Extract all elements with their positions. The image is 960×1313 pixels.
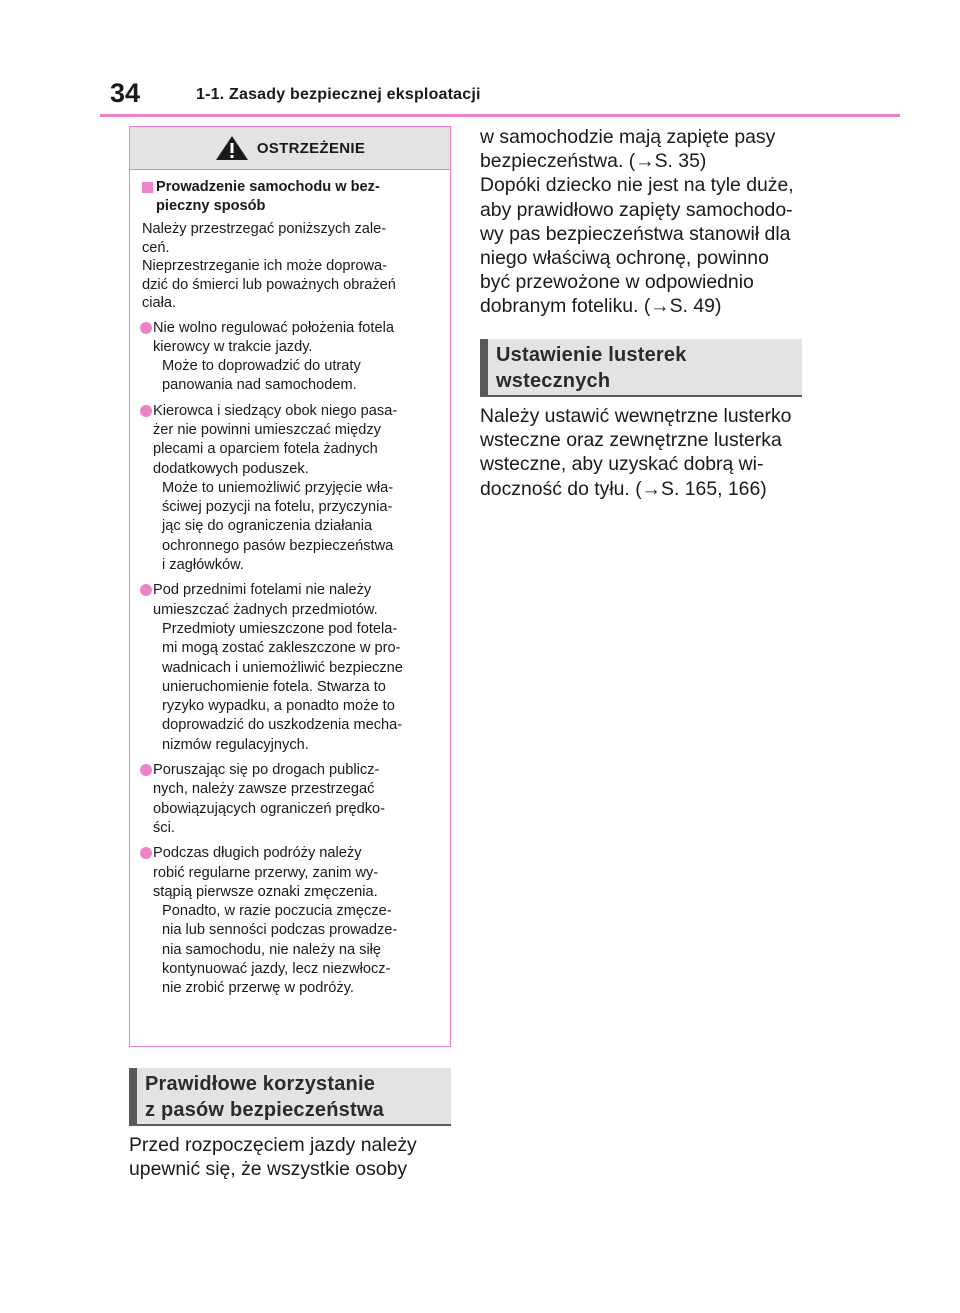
paragraph-line: wy pas bezpieczeństwa stanowił dla <box>480 222 791 245</box>
heading-line: z pasów bezpieczeństwa <box>145 1099 384 1121</box>
warning-bullet <box>142 761 442 838</box>
mirror-paragraph <box>480 404 820 501</box>
warning-label: OSTRZEŻENIE <box>256 139 366 157</box>
bullet-line: Może to uniemożliwić przyjęcie wła- <box>162 479 394 496</box>
warning-header <box>130 127 450 170</box>
warning-intro <box>142 220 442 313</box>
paragraph-line: wsteczne oraz zewnętrzne lusterka <box>480 429 782 452</box>
warning-bullet <box>142 581 442 755</box>
bullet-line: i zagłówków. <box>162 557 244 574</box>
paragraph-line: Należy ustawić wewnętrzne lusterko <box>480 405 792 427</box>
bullet-line: nie zrobić przerwę w podróży. <box>162 980 354 997</box>
bullet-line: ściwej pozycji na fotelu, przyczynia- <box>162 499 393 516</box>
bullet-line: Nie wolno regulować położenia fotela <box>153 319 394 336</box>
bullet-consequence <box>153 357 442 396</box>
heading-bar <box>480 339 488 395</box>
bullet-line: panowania nad samochodem. <box>162 377 357 394</box>
intro-line: dzić do śmierci lub poważnych obrażeń <box>142 276 396 293</box>
circle-bullet-icon <box>140 847 152 859</box>
warning-bullet <box>142 402 442 576</box>
page-number: 34 <box>110 78 141 108</box>
warning-bullet <box>142 844 442 998</box>
bullet-line: umieszczać żadnych przedmiotów. <box>153 601 378 618</box>
bullet-line: Kierowca i siedzący obok niego pasa- <box>153 402 398 419</box>
heading-bar <box>129 1068 137 1124</box>
bullet-line: obowiązujących ograniczeń prędko- <box>153 800 386 817</box>
bullet-consequence <box>153 902 442 998</box>
bullet-line: mi mogą zostać zakleszczone w pro- <box>162 640 401 657</box>
paragraph-line: w samochodzie mają zapięte pasy <box>480 126 776 148</box>
bullet-line: Ponadto, w razie poczucia zmęcze- <box>162 903 392 920</box>
square-bullet-icon <box>142 182 153 193</box>
heading-line: Prawidłowe korzystanie <box>145 1073 376 1095</box>
bullet-line: stąpią pierwsze oznaki zmęczenia. <box>153 883 378 900</box>
seatbelt-paragraph-left <box>129 1133 459 1181</box>
paragraph-line: doczność do tyłu. (→S. 165, 166) <box>480 477 767 500</box>
paragraph-line: Dopóki dziecko nie jest na tyle duże, <box>480 174 794 197</box>
seatbelt-heading <box>129 1068 451 1126</box>
bullet-line: Poruszając się po drogach publicz- <box>153 762 380 779</box>
bullet-line: Pod przednimi fotelami nie należy <box>153 582 372 599</box>
circle-bullet-icon <box>140 584 152 596</box>
bullet-line: nizmów regulacyjnych. <box>162 736 309 753</box>
page-header <box>100 78 900 116</box>
warning-triangle-icon <box>215 135 249 161</box>
intro-line: ceń. <box>142 239 170 256</box>
warning-body <box>130 170 450 999</box>
bullet-line: kierowcy w trakcie jazdy. <box>153 338 313 355</box>
paragraph-line: dobranym foteliku. (→S. 49) <box>480 295 722 318</box>
bullet-line: wadnicach i uniemożliwić bezpieczne <box>162 659 403 676</box>
bullet-line: robić regularne przerwy, zanim wy- <box>153 864 379 881</box>
intro-line: Należy przestrzegać poniższych zale- <box>142 221 387 237</box>
warning-box <box>129 126 451 1047</box>
heading-line: wstecznych <box>496 370 611 392</box>
bullet-line: plecami a oparciem fotela żadnych <box>153 441 378 458</box>
bullet-line: nia lub senności podczas prowadze- <box>162 922 398 939</box>
warning-heading-line: pieczny sposób <box>156 198 266 214</box>
bullet-line: Może to doprowadzić do utraty <box>162 358 361 375</box>
paragraph-line: bezpieczeństwa. (→S. 35) <box>480 150 707 173</box>
circle-bullet-icon <box>140 322 152 334</box>
warning-heading <box>142 178 442 216</box>
bullet-line: nia samochodu, nie należy na siłę <box>162 941 382 958</box>
intro-line: ciała. <box>142 295 177 311</box>
bullet-line: doprowadzić do uszkodzenia mecha- <box>162 717 403 734</box>
bullet-consequence <box>153 479 442 575</box>
paragraph-line: aby prawidłowo zapięty samochodo- <box>480 198 793 221</box>
bullet-line: żer nie powinni umieszczać między <box>153 421 381 438</box>
bullet-line: nych, należy zawsze przestrzegać <box>153 781 375 798</box>
seatbelt-paragraph-right <box>480 125 820 319</box>
circle-bullet-icon <box>140 405 152 417</box>
paragraph-line: Przed rozpoczęciem jazdy należy <box>129 1134 417 1156</box>
bullet-line: ryzyko wypadku, a ponadto może to <box>162 698 395 715</box>
intro-line: Nieprzestrzeganie ich może doprowa- <box>142 258 387 274</box>
bullet-line: kontynuować jazdy, lecz niezwłocz- <box>162 961 391 977</box>
bullet-line: Przedmioty umieszczone pod fotela- <box>162 620 398 637</box>
bullet-consequence <box>153 620 442 755</box>
warning-bullet <box>142 319 442 396</box>
paragraph-line: wsteczne, aby uzyskać dobrą wi- <box>480 453 764 476</box>
section-title: 1-1. Zasady bezpiecznej eksploatacji <box>196 86 481 103</box>
paragraph-line: niego właściwą ochronę, powinno <box>480 247 769 270</box>
bullet-line: unieruchomienie fotela. Stwarza to <box>162 678 386 695</box>
bullet-line: Podczas długich podróży należy <box>153 845 362 862</box>
bullet-line: jąc się do ograniczenia działania <box>162 518 373 535</box>
bullet-line: dodatkowych poduszek. <box>153 460 309 477</box>
circle-bullet-icon <box>140 764 152 776</box>
bullet-line: ści. <box>153 819 175 836</box>
warning-heading-line: Prowadzenie samochodu w bez- <box>156 179 380 195</box>
mirror-heading <box>480 339 802 397</box>
header-rule <box>100 114 900 117</box>
paragraph-line: upewnić się, że wszystkie osoby <box>129 1158 408 1181</box>
paragraph-line: być przewożone w odpowiednio <box>480 271 754 294</box>
heading-line: Ustawienie lusterek <box>496 344 687 366</box>
bullet-line: ochronnego pasów bezpieczeństwa <box>162 537 394 554</box>
